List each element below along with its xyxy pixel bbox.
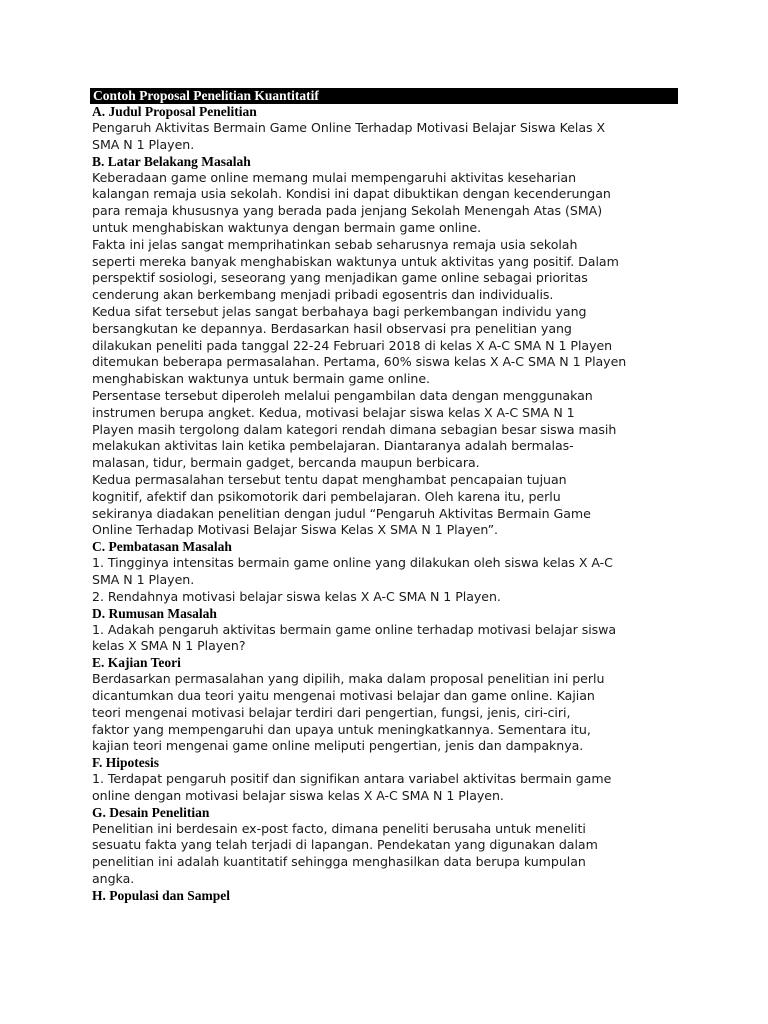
paragraph: [90, 771, 678, 805]
document-page: [90, 88, 678, 904]
text-line: dicantumkan dua teori yaitu mengenai motivasi belajar dan game online. Kajian: [92, 687, 595, 703]
text-line: Kedua permasalahan tersebut tentu dapat menghambat pencapaian tujuan: [92, 471, 567, 487]
text-line: bersangkutan ke depannya. Berdasarkan hasil observasi pra penelitian yang: [92, 320, 572, 336]
section: [90, 805, 678, 888]
section: [90, 655, 678, 755]
section: [90, 154, 678, 540]
paragraph: [90, 170, 678, 237]
text-line: 1. Terdapat pengaruh positif dan signifikan antara variabel aktivitas bermain game: [92, 771, 612, 787]
text-line: online dengan motivasi belajar siswa kelas X A-C SMA N 1 Playen.: [92, 787, 504, 803]
section: [90, 104, 678, 154]
text-line: para remaja khususnya yang berada pada jenjang Sekolah Menengah Atas (SMA): [92, 203, 603, 219]
text-line: 1. Adakah pengaruh aktivitas bermain game online terhadap motivasi belajar siswa: [92, 621, 617, 637]
text-line: Online Terhadap Motivasi Belajar Siswa Kelas X SMA N 1 Playen”.: [92, 522, 498, 538]
section: [90, 539, 678, 605]
text-line: perspektif sosiologi, seseorang yang menjadikan game online sebagai prioritas: [92, 270, 588, 286]
text-line: Playen masih tergolong dalam kategori rendah dimana sebagian besar siswa masih: [92, 421, 617, 437]
section-heading: A. Judul Proposal Penelitian: [92, 104, 257, 119]
paragraph: [90, 237, 678, 304]
text-line: Fakta ini jelas sangat memprihatinkan sebab seharusnya remaja usia sekolah: [92, 236, 578, 252]
text-line: SMA N 1 Playen.: [92, 136, 195, 152]
text-line: kelas X SMA N 1 Playen?: [92, 638, 246, 654]
paragraph: [90, 622, 678, 656]
section-heading: H. Populasi dan Sampel: [92, 887, 231, 903]
section-heading: B. Latar Belakang Masalah: [92, 153, 251, 169]
paragraph: [90, 304, 678, 388]
text-line: Pengaruh Aktivitas Bermain Game Online Terhadap Motivasi Belajar Siswa Kelas X: [92, 120, 606, 135]
text-line: Kedua sifat tersebut jelas sangat berbahaya bagi perkembangan individu yang: [92, 303, 587, 319]
text-line: 1. Tingginya intensitas bermain game online yang dilakukan oleh siswa kelas X A-C: [92, 555, 613, 571]
text-line: Persentase tersebut diperoleh melalui pengambilan data dengan menggunakan: [92, 387, 593, 403]
text-line: sekiranya diadakan penelitian dengan judul “Pengaruh Aktivitas Bermain Game: [92, 505, 591, 521]
text-line: teori mengenai motivasi belajar terdiri dari pengertian, fungsi, jenis, ciri-ciri,: [92, 704, 571, 720]
text-line: 2. Rendahnya motivasi belajar siswa kelas X A-C SMA N 1 Playen.: [92, 588, 501, 604]
section-heading: C. Pembatasan Masalah: [92, 539, 232, 555]
paragraph: [90, 821, 678, 888]
section: [90, 606, 678, 656]
text-line: ditemukan beberapa permasalahan. Pertama, 60% siswa kelas X A-C SMA N 1 Playen: [92, 354, 627, 370]
text-line: malasan, tidur, bermain gadget, bercanda maupun berbicara.: [92, 455, 480, 471]
text-line: angka.: [92, 871, 135, 887]
text-line: melakukan aktivitas lain ketika pembelajaran. Diantaranya adalah bermalas-: [92, 438, 574, 454]
section: [90, 755, 678, 805]
text-line: Keberadaan game online memang mulai mempengaruhi aktivitas keseharian: [92, 169, 577, 185]
text-line: cenderung akan berkembang menjadi pribadi egosentris dan individualis.: [92, 287, 554, 303]
text-line: kalangan remaja usia sekolah. Kondisi ini dapat dibuktikan dengan kecenderungan: [92, 186, 611, 202]
paragraph: [90, 388, 678, 472]
text-line: Penelitian ini berdesain ex-post facto, dimana peneliti berusaha untuk meneliti: [92, 820, 586, 836]
paragraph: [90, 472, 678, 539]
text-line: menghabiskan waktunya untuk bermain game online.: [92, 371, 431, 387]
text-line: dilakukan peneliti pada tanggal 22-24 Februari 2018 di kelas X A-C SMA N 1 Playen: [92, 337, 613, 353]
text-line: instrumen berupa angket. Kedua, motivasi belajar siswa kelas X A-C SMA N 1: [92, 404, 575, 420]
text-line: SMA N 1 Playen.: [92, 571, 195, 587]
document-body: [90, 104, 678, 904]
paragraph: [90, 555, 678, 589]
text-line: faktor yang mempengaruhi dan upaya untuk meningkatkannya. Sementara itu,: [92, 721, 591, 737]
text-line: Berdasarkan permasalahan yang dipilih, maka dalam proposal penelitian ini perlu: [92, 671, 605, 687]
text-line: seperti mereka banyak menghabiskan waktunya untuk aktivitas yang positif. Dalam: [92, 253, 619, 269]
text-line: sesuatu fakta yang telah terjadi di lapangan. Pendekatan yang digunakan dalam: [92, 837, 598, 853]
document-title: Contoh Proposal Penelitian Kuantitatif: [90, 88, 678, 104]
section-heading: D. Rumusan Masalah: [92, 605, 217, 621]
section: [90, 888, 678, 904]
text-line: penelitian ini adalah kuantitatif sehingga menghasilkan data berupa kumpulan: [92, 854, 586, 870]
text-line: kognitif, afektif dan psikomotorik dari pembelajaran. Oleh karena itu, perlu: [92, 488, 561, 504]
paragraph: [90, 120, 678, 154]
section-heading: G. Desain Penelitian: [92, 804, 210, 820]
paragraph: [90, 671, 678, 755]
section-heading: F. Hipotesis: [92, 755, 160, 771]
section-heading: E. Kajian Teori: [92, 655, 181, 671]
paragraph: [90, 589, 678, 606]
text-line: untuk menghabiskan waktunya dengan bermain game online.: [92, 219, 482, 235]
text-line: kajian teori mengenai game online meliputi pengertian, jenis dan dampaknya.: [92, 738, 584, 754]
